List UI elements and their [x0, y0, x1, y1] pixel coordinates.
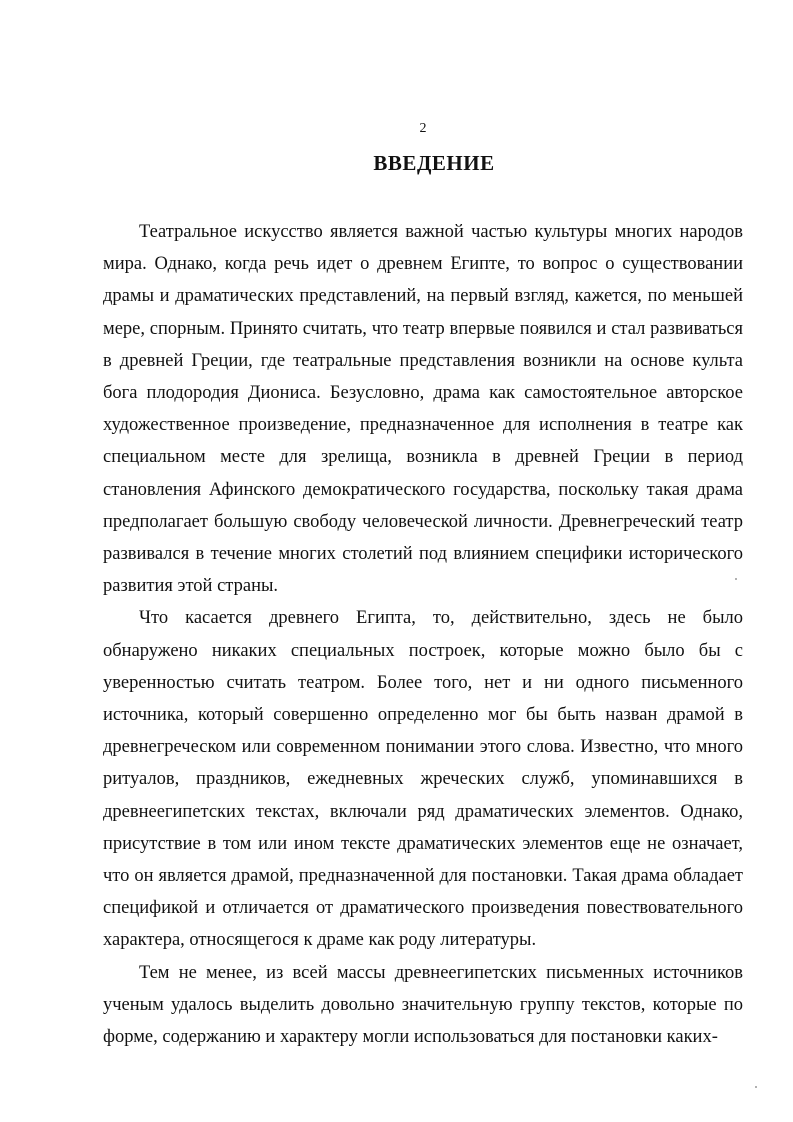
paragraph-3: Тем не менее, из всей массы древнеегипетских письменных источников ученым удалось выделить довольно значительную группу текстов, которые по форме, содержанию и характеру могли использоваться для постановки каких-: [103, 962, 743, 1048]
page-number: 2: [419, 121, 427, 136]
scan-speck: [755, 1086, 757, 1088]
paragraph-2: Что касается древнего Египта, то, действительно, здесь не было обнаружено никаких специальных построек, которые можно было бы с уверенностью считать театром. Более того, нет и ни одного письменного источника, который совершенно определенно мог бы быть назван драмой в древнегреческом или современном понимании этого слова. Известно, что много ритуалов, праздников, ежедневных жреческих служб, упоминавшихся в древнеегипетских текстах, включали ряд драматических элементов. Однако, присутствие в том или ином тексте драматических элементов еще не означает, что он является драмой, предназначенной для постановки. Такая драма обладает спецификой и отличается от драматического произведения повествовательного характера, относящегося к драме как роду литературы.: [103, 608, 743, 951]
scan-speck: [735, 578, 737, 580]
body-text: [103, 216, 743, 1053]
page-title: ВВЕДЕНИЕ: [373, 151, 495, 175]
paragraph-1: Театральное искусство является важной частью культуры многих народов мира. Однако, когда речь идет о древнем Египте, то вопрос о существовании драмы и драматических представлений, на первый взгляд, кажется, по меньшей мере, спорным. Принято считать, что театр впервые появился и стал развиваться в древней Греции, где театральные представления возникли на основе культа бога плодородия Диониса. Безусловно, драма как самостоятельное авторское художественное произведение, предназначенное для исполнения в театре как специальном месте для зрелища, возникла в древней Греции в период становления Афинского демократического государства, поскольку такая драма предполагает большую свободу человеческой личности. Древнегреческий театр развивался в течение многих столетий под влиянием специфики исторического развития этой страны.: [103, 222, 743, 597]
